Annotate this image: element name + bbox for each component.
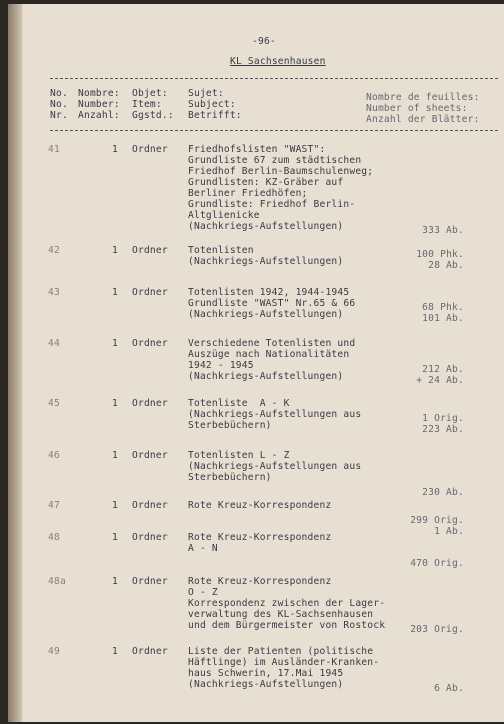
header-objet-de: Ggstd.: (132, 110, 174, 121)
entry-item: Ordner (132, 646, 168, 657)
entry-subject-line: (Nachkriegs-Aufstellungen) (188, 256, 344, 267)
entry-subject-line: Sterbebüchern) (188, 472, 272, 483)
entry-quantity: 1 (112, 576, 118, 587)
entry-subject-line: Rote Kreuz-Korrespondenz (188, 576, 332, 587)
entry-subject-line: Berliner Friedhöfen; (188, 188, 308, 199)
entry-quantity: 1 (112, 532, 118, 543)
entry-item: Ordner (132, 287, 168, 298)
page-title: KL Sachsenhausen (230, 56, 326, 67)
entry-subject-line: Totenlisten 1942, 1944-1945 (188, 287, 350, 298)
entry-subject-line: Friedhof Berlin-Baumschulenweg; (188, 166, 374, 177)
header-sujet-fr: Sujet: (188, 88, 224, 99)
entry-sheet-count: 1 Orig. (422, 413, 464, 424)
header-objet-fr: Objet: (132, 88, 168, 99)
entry-sheet-count: 230 Ab. (422, 487, 464, 498)
entry-number: 43 (48, 287, 60, 298)
entry-subject-line: Friedhofslisten "WAST": (188, 144, 326, 155)
header-sheets-fr: Nombre de feuilles: (366, 92, 480, 103)
header-rule-bottom (50, 130, 498, 131)
entry-subject-line: (Nachkriegs-Aufstellungen) (188, 309, 344, 320)
entry-subject-line: (Nachkriegs-Aufstellungen aus (188, 409, 362, 420)
entry-item: Ordner (132, 338, 168, 349)
entry-number: 45 (48, 398, 60, 409)
entry-number: 46 (48, 450, 60, 461)
entry-number: 47 (48, 500, 60, 511)
document-page (8, 4, 504, 722)
entry-sheet-count: 100 Phk. (416, 249, 464, 260)
entry-subject-line: 1942 - 1945 (188, 360, 254, 371)
entry-subject-line: (Nachkriegs-Aufstellungen aus (188, 461, 362, 472)
entry-subject-line: (Nachkriegs-Aufstellungen) (188, 221, 344, 232)
entry-subject-line: Totenliste A - K (188, 398, 290, 409)
entry-quantity: 1 (112, 450, 118, 461)
entry-subject-line: Totenlisten (188, 245, 254, 256)
entry-subject-line: (Nachkriegs-Aufstellungen) (188, 371, 344, 382)
entry-subject-line: verwaltung des KL-Sachsenhausen (188, 609, 374, 620)
entry-quantity: 1 (112, 646, 118, 657)
header-sujet-de: Betrifft: (188, 110, 242, 121)
entry-item: Ordner (132, 398, 168, 409)
entry-number: 44 (48, 338, 60, 349)
entry-quantity: 1 (112, 287, 118, 298)
entry-sheet-count: 223 Ab. (422, 424, 464, 435)
entry-item: Ordner (132, 450, 168, 461)
entry-sheet-count: 470 Orig. (410, 558, 464, 569)
entry-subject-line: Sterbebüchern) (188, 420, 272, 431)
header-sheets-en: Number of sheets: (366, 103, 468, 114)
entry-sheet-count: 6 Ab. (434, 683, 464, 694)
entry-sheet-count: 28 Ab. (428, 260, 464, 271)
entry-subject-line: A - N (188, 543, 218, 554)
entry-subject-line: Grundliste "WAST" Nr.65 & 66 (188, 298, 356, 309)
binding-edge (8, 4, 22, 722)
entry-subject-line: Auszüge nach Nationalitäten (188, 349, 350, 360)
entry-quantity: 1 (112, 245, 118, 256)
entry-sheet-count: 101 Ab. (422, 313, 464, 324)
entry-subject-line: Grundliste: Friedhof Berlin- (188, 199, 356, 210)
header-no-fr: No. (50, 88, 68, 99)
entry-number: 48 (48, 532, 60, 543)
header-nombre-en: Number: (78, 99, 120, 110)
entry-sheet-count: 68 Phk. (422, 302, 464, 313)
entry-number: 48a (48, 576, 66, 587)
entry-sheet-count: 333 Ab. (422, 225, 464, 236)
header-nombre-fr: Nombre: (78, 88, 120, 99)
entry-sheet-count: 212 Ab. (422, 364, 464, 375)
entry-subject-line: haus Schwerin, 17.Mai 1945 (188, 668, 344, 679)
page-number: -96- (252, 36, 276, 47)
entry-sheet-count: 203 Orig. (410, 624, 464, 635)
entry-quantity: 1 (112, 398, 118, 409)
header-sheets-de: Anzahl der Blätter: (366, 114, 480, 125)
entry-subject-line: Rote Kreuz-Korrespondenz (188, 532, 332, 543)
entry-quantity: 1 (112, 500, 118, 511)
entry-subject-line: Häftlinge) im Ausländer-Kranken- (188, 657, 380, 668)
entry-sheet-count: 1 Ab. (434, 526, 464, 537)
entry-number: 41 (48, 144, 60, 155)
header-sujet-en: Subject: (188, 99, 236, 110)
header-no-de: Nr. (50, 110, 68, 121)
entry-subject-line: Altglienicke (188, 210, 260, 221)
entry-sheet-count: + 24 Ab. (416, 375, 464, 386)
entry-subject-line: Rote Kreuz-Korrespondenz (188, 500, 332, 511)
entry-subject-line: Liste der Patienten (politische (188, 646, 374, 657)
entry-subject-line: Grundlisten: KZ-Gräber auf (188, 177, 344, 188)
entry-number: 49 (48, 646, 60, 657)
entry-subject-line: O - Z (188, 587, 218, 598)
entry-subject-line: (Nachkriegs-Aufstellungen) (188, 679, 344, 690)
entry-subject-line: Grundliste 67 zum städtischen (188, 155, 362, 166)
entry-item: Ordner (132, 245, 168, 256)
entry-number: 42 (48, 245, 60, 256)
entry-subject-line: Totenlisten L - Z (188, 450, 290, 461)
entry-item: Ordner (132, 576, 168, 587)
entry-subject-line: und dem Bürgermeister von Rostock (188, 620, 386, 631)
entry-quantity: 1 (112, 338, 118, 349)
header-nombre-de: Anzahl: (78, 110, 120, 121)
entry-item: Ordner (132, 144, 168, 155)
entry-subject-line: Korrespondenz zwischen der Lager- (188, 598, 386, 609)
entry-subject-line: Verschiedene Totenlisten und (188, 338, 356, 349)
header-rule-top (50, 78, 498, 79)
header-objet-en: Item: (132, 99, 162, 110)
entry-item: Ordner (132, 532, 168, 543)
entry-item: Ordner (132, 500, 168, 511)
entry-quantity: 1 (112, 144, 118, 155)
entry-sheet-count: 299 Orig. (410, 515, 464, 526)
header-no-en: No. (50, 99, 68, 110)
